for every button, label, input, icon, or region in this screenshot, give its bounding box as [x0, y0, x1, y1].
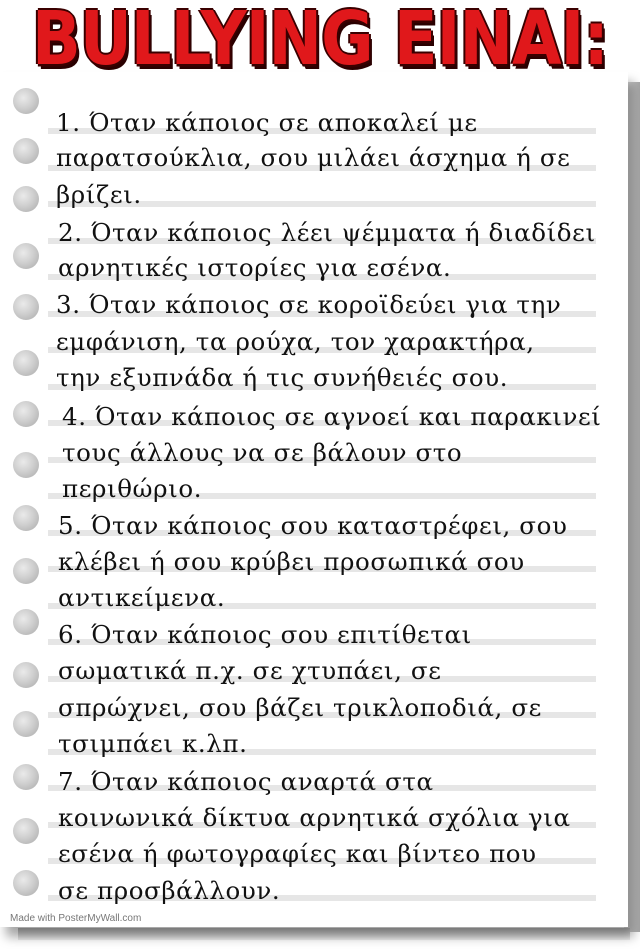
list-line: σε προσβάλλουν. [58, 876, 281, 905]
binder-hole [13, 138, 39, 164]
list-line: βρίζει. [56, 180, 142, 209]
list-line: κοινωνικά δίκτυα αρνητικά σχόλια για [58, 803, 571, 832]
binder-hole [13, 88, 39, 114]
list-line: κλέβει ή σου κρύβει προσωπικά σου [58, 547, 525, 576]
binder-hole [13, 243, 39, 269]
list-line: 3. Όταν κάποιος σε κοροϊδεύει για την [56, 290, 562, 319]
list-line: αρνητικές ιστορίες για εσένα. [58, 253, 452, 282]
binder-hole [13, 870, 39, 896]
list-line: 2. Όταν κάποιος λέει ψέμματα ή διαδίδει [58, 218, 596, 247]
list-line: 5. Όταν κάποιος σου καταστρέφει, σου [58, 511, 568, 540]
list-line: περιθώριο. [62, 474, 203, 503]
list-line: 7. Όταν κάποιος αναρτά στα [58, 767, 434, 796]
list-line: 4. Όταν κάποιος σε αγνοεί και παρακινεί [62, 402, 602, 431]
binder-hole [13, 662, 39, 688]
paper-bottom-shadow [18, 928, 630, 940]
binder-hole [13, 505, 39, 531]
list-line: παρατσούκλια, σου μιλάει άσχημα ή σε [56, 143, 571, 172]
list-line: αντικείμενα. [58, 583, 226, 612]
binder-hole [13, 452, 39, 478]
binder-hole [13, 609, 39, 635]
list-line: τσιμπάει κ.λπ. [58, 729, 248, 758]
list-line: 1. Όταν κάποιος σε αποκαλεί με [56, 108, 478, 137]
list-line: σωματικά π.χ. σε χτυπάει, σε [58, 656, 442, 685]
poster-title: BULLYING ΕΙΝΑΙ: [32, 0, 608, 83]
binder-hole [13, 764, 39, 790]
binder-hole [13, 558, 39, 584]
list-line: εσένα ή φωτογραφίες και βίντεο που [58, 839, 537, 868]
binder-hole [13, 186, 39, 212]
binder-hole [13, 711, 39, 737]
list-line: εμφάνιση, τα ρούχα, τον χαρακτήρα, [56, 327, 535, 356]
list-line: 6. Όταν κάποιος σου επιτίθεται [58, 620, 472, 649]
binder-hole [13, 294, 39, 320]
binder-hole [13, 401, 39, 427]
list-line: τους άλλους να σε βάλουν στο [62, 438, 463, 467]
list-line: σπρώχνει, σου βάζει τρικλοποδιά, σε [58, 693, 542, 722]
binder-hole [13, 350, 39, 376]
list-line: την εξυπνάδα ή τις συνήθειές σου. [56, 363, 509, 392]
binder-hole [13, 818, 39, 844]
watermark-credit: Made with PosterMyWall.com [10, 913, 142, 924]
